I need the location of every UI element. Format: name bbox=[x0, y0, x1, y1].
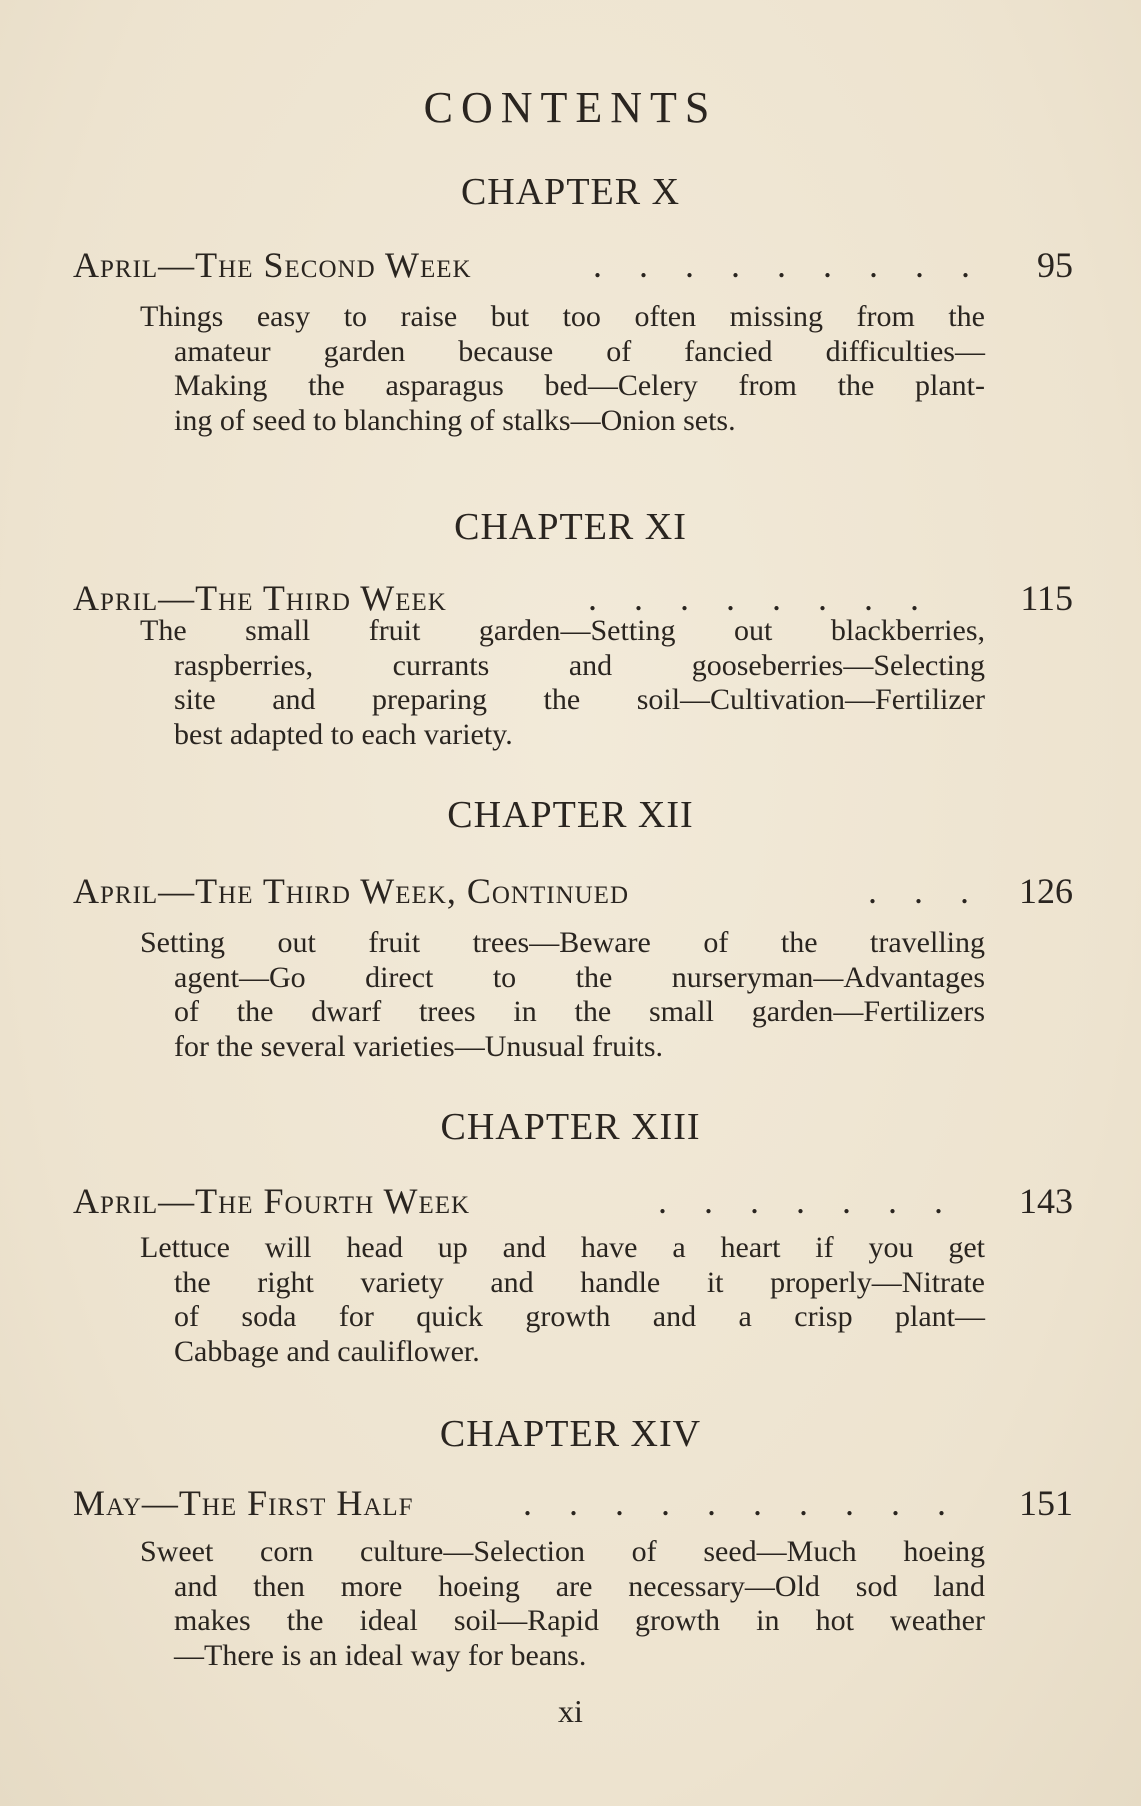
toc-entry-chapter-14[interactable] bbox=[73, 1482, 1073, 1526]
chapter-heading-12 bbox=[0, 793, 1141, 837]
chapter-summary bbox=[140, 926, 985, 1064]
chapter-heading: CHAPTER XI bbox=[454, 506, 687, 548]
summary-line: amateur garden because of fancied difficulties— bbox=[174, 334, 985, 368]
chapter-heading: CHAPTER X bbox=[460, 171, 681, 213]
summary-line: for the several varieties—Unusual fruits. bbox=[174, 1029, 664, 1063]
leader-dots: . . . bbox=[868, 871, 983, 911]
chapter-heading: CHAPTER XII bbox=[447, 794, 694, 836]
entry-title: April—The Second Week bbox=[73, 245, 472, 285]
summary-line: and then more hoeing are necessary—Old sod land bbox=[174, 1569, 985, 1603]
entry-page-number: 143 bbox=[1019, 1181, 1073, 1221]
summary-line: agent—Go direct to the nurseryman—Advantages bbox=[174, 960, 985, 994]
page-title: CONTENTS bbox=[423, 83, 718, 132]
summary-line: raspberries, currants and gooseberries—Selecting bbox=[174, 648, 985, 682]
summary-line: of soda for quick growth and a crisp plant— bbox=[174, 1300, 985, 1333]
entry-page-number: 126 bbox=[1019, 871, 1073, 911]
summary-line: site and preparing the soil—Cultivation—Fertilizer bbox=[174, 683, 985, 716]
leader-dots: . . . . . . . . bbox=[588, 578, 933, 618]
summary-line: —There is an ideal way for beans. bbox=[174, 1638, 587, 1672]
summary-line: Making the asparagus bed—Celery from the plant- bbox=[174, 369, 985, 402]
entry-page-number: 95 bbox=[1037, 245, 1073, 285]
chapter-summary bbox=[140, 300, 985, 438]
summary-line: Sweet corn culture—Selection of seed—Much hoeing bbox=[140, 1535, 985, 1568]
summary-line: Setting out fruit trees—Beware of the travelling bbox=[140, 926, 985, 959]
leader-dots: . . . . . . . . . . bbox=[523, 1483, 960, 1523]
summary-line: Cabbage and cauliflower. bbox=[174, 1334, 480, 1368]
summary-line: Lettuce will head up and have a heart if you get bbox=[140, 1231, 985, 1264]
toc-entry-chapter-13[interactable] bbox=[73, 1180, 1073, 1224]
entry-title: April—The Third Week, Continued bbox=[73, 871, 630, 911]
summary-line: the right variety and handle it properly—Nitrate bbox=[174, 1265, 985, 1299]
chapter-heading-13 bbox=[0, 1105, 1141, 1149]
summary-line: best adapted to each variety. bbox=[174, 717, 513, 751]
entry-title: May—The First Half bbox=[73, 1483, 414, 1523]
leader-dots: . . . . . . . . . bbox=[593, 245, 984, 285]
chapter-summary bbox=[140, 614, 985, 752]
chapter-summary bbox=[140, 1231, 985, 1369]
entry-title: April—The Fourth Week bbox=[73, 1181, 471, 1221]
summary-line: The small fruit garden—Setting out blackberries, bbox=[140, 614, 985, 647]
chapter-heading-11 bbox=[0, 505, 1141, 549]
chapter-heading-14 bbox=[0, 1412, 1141, 1456]
entry-page-number: 115 bbox=[1020, 578, 1073, 618]
summary-line: makes the ideal soil—Rapid growth in hot weather bbox=[174, 1604, 985, 1637]
summary-line: of the dwarf trees in the small garden—Fertilizers bbox=[174, 995, 985, 1028]
chapter-heading: CHAPTER XIV bbox=[439, 1413, 702, 1455]
leader-dots: . . . . . . . bbox=[658, 1181, 957, 1221]
entry-page-number: 151 bbox=[1019, 1483, 1073, 1523]
toc-entry-chapter-12[interactable] bbox=[73, 870, 1073, 914]
chapter-heading: CHAPTER XIII bbox=[440, 1106, 701, 1148]
toc-entry-chapter-10[interactable] bbox=[73, 244, 1073, 288]
chapter-heading-10 bbox=[0, 170, 1141, 214]
entry-title: April—The Third Week bbox=[73, 578, 447, 618]
summary-line: Things easy to raise but too often missing from the bbox=[140, 300, 985, 333]
summary-line: ing of seed to blanching of stalks—Onion sets. bbox=[174, 403, 736, 437]
page-number-folio: xi bbox=[558, 1693, 583, 1729]
chapter-summary bbox=[140, 1535, 985, 1673]
